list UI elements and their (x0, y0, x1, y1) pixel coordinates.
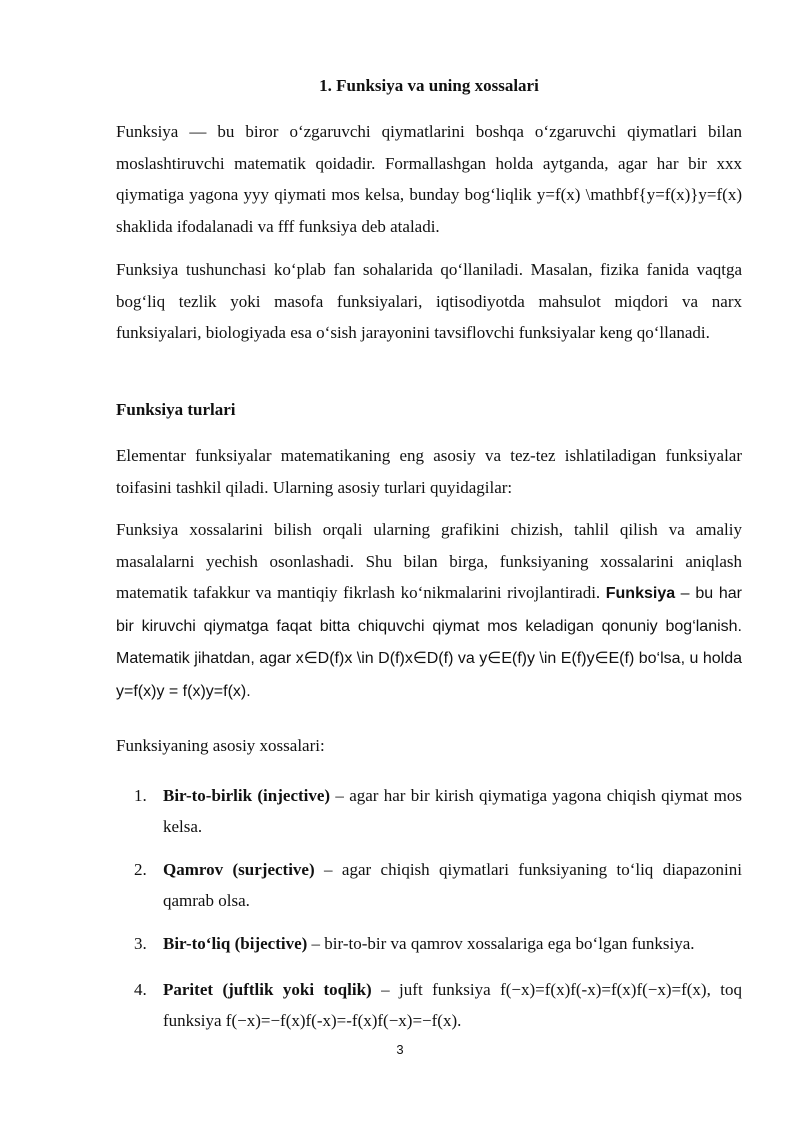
list-item-text (163, 928, 742, 959)
list-item-desc: – agar har bir kirish qiymatiga yagona chiqish qiymat mos kelsa. (163, 786, 742, 836)
list-intro: Funksiyaning asosiy xossalari: (116, 736, 325, 755)
section-title: 1. Funksiya va uning xossalari (319, 76, 539, 95)
properties-paragraph (116, 514, 742, 707)
list-item-number: 4. (134, 980, 147, 999)
usage-paragraph: Funksiya tushunchasi ko‘plab fan sohalarida qo‘llaniladi. Masalan, fizika fanida vaqtga bog‘liq tezlik yoki masofa funksiyalari, iqtisodiyotda mahsulot miqdori va narx funksiyalari, biologiyada esa o‘sish jarayonini tavsiflovchi funksiyalar keng qo‘llanadi. (116, 260, 742, 342)
list-item-text (163, 780, 742, 842)
page-number: 3 (396, 1042, 404, 1057)
properties-serif-text: Funksiya xossalarini bilish orqali ularning grafikini chizish, tahlil qilish va amaliy masalalarni yechish osonlashadi. Shu bilan birga, funksiyaning xossalarini aniqlash matematik tafakkur va mantiqiy fikrlash ko‘nikmalarini rivojlantiradi. (116, 520, 742, 602)
elementary-paragraph: Elementar funksiyalar matematikaning eng asosiy va tez-tez ishlatiladigan funksiyalar toifasini tashkil qiladi. Ularning asosiy turlari quyidagilar: (116, 446, 742, 497)
list-item-term: Qamrov (surjective) (163, 860, 315, 879)
list-item-term: Bir-to-birlik (injective) (163, 786, 331, 805)
list-item-term: Paritet (juftlik yoki toqlik) (163, 980, 372, 999)
list-item-term: Bir-to‘liq (bijective) (163, 934, 308, 953)
list-item-text (163, 974, 742, 1036)
list-item-number: 1. (134, 786, 147, 805)
list-item (134, 928, 742, 959)
list-item-number: 2. (134, 860, 147, 879)
list-item-desc: – bir-to-bir va qamrov xossalariga ega bo‘lgan funksiya. (307, 934, 695, 953)
list-item-desc: – agar chiqish qiymatlari funksiyaning to‘liq diapazonini qamrab olsa. (163, 860, 742, 910)
function-term: Funksiya (605, 585, 676, 602)
function-definition: – bu har bir kiruvchi qiymatga faqat bitta chiquvchi qiymat mos keladigan qonuniy bog‘lanish. Matematik jihatdan, agar x∈D(f)x \in D(f)x∈D(f) va y∈E(f)y \in E(f)y∈E(f) bo‘lsa, u holda y=f(x)y = f(x)y=f(x). (116, 585, 742, 700)
list-item (134, 780, 742, 842)
subsection-heading: Funksiya turlari (116, 400, 236, 419)
list-item-text (163, 854, 742, 916)
list-item (134, 974, 742, 1036)
list-item-desc: – juft funksiya f(−x)=f(x)f(-x)=f(x)f(−x)=f(x), toq funksiya f(−x)=−f(x)f(-x)=-f(x)f(−x)=−f(x). (163, 980, 742, 1030)
list-item-number: 3. (134, 934, 147, 953)
list-item (134, 854, 742, 916)
intro-paragraph: Funksiya — bu biror o‘zgaruvchi qiymatlarini boshqa o‘zgaruvchi qiymatlari bilan moslashtiruvchi matematik qoidadir. Formallashgan holda aytganda, agar har bir xxx qiymatiga yagona yyy qiymati mos kelsa, bunday bog‘liqlik y=f(x) \mathbf{y=f(x)}y=f(x) shaklida ifodalanadi va fff funksiya deb ataladi. (116, 122, 742, 236)
